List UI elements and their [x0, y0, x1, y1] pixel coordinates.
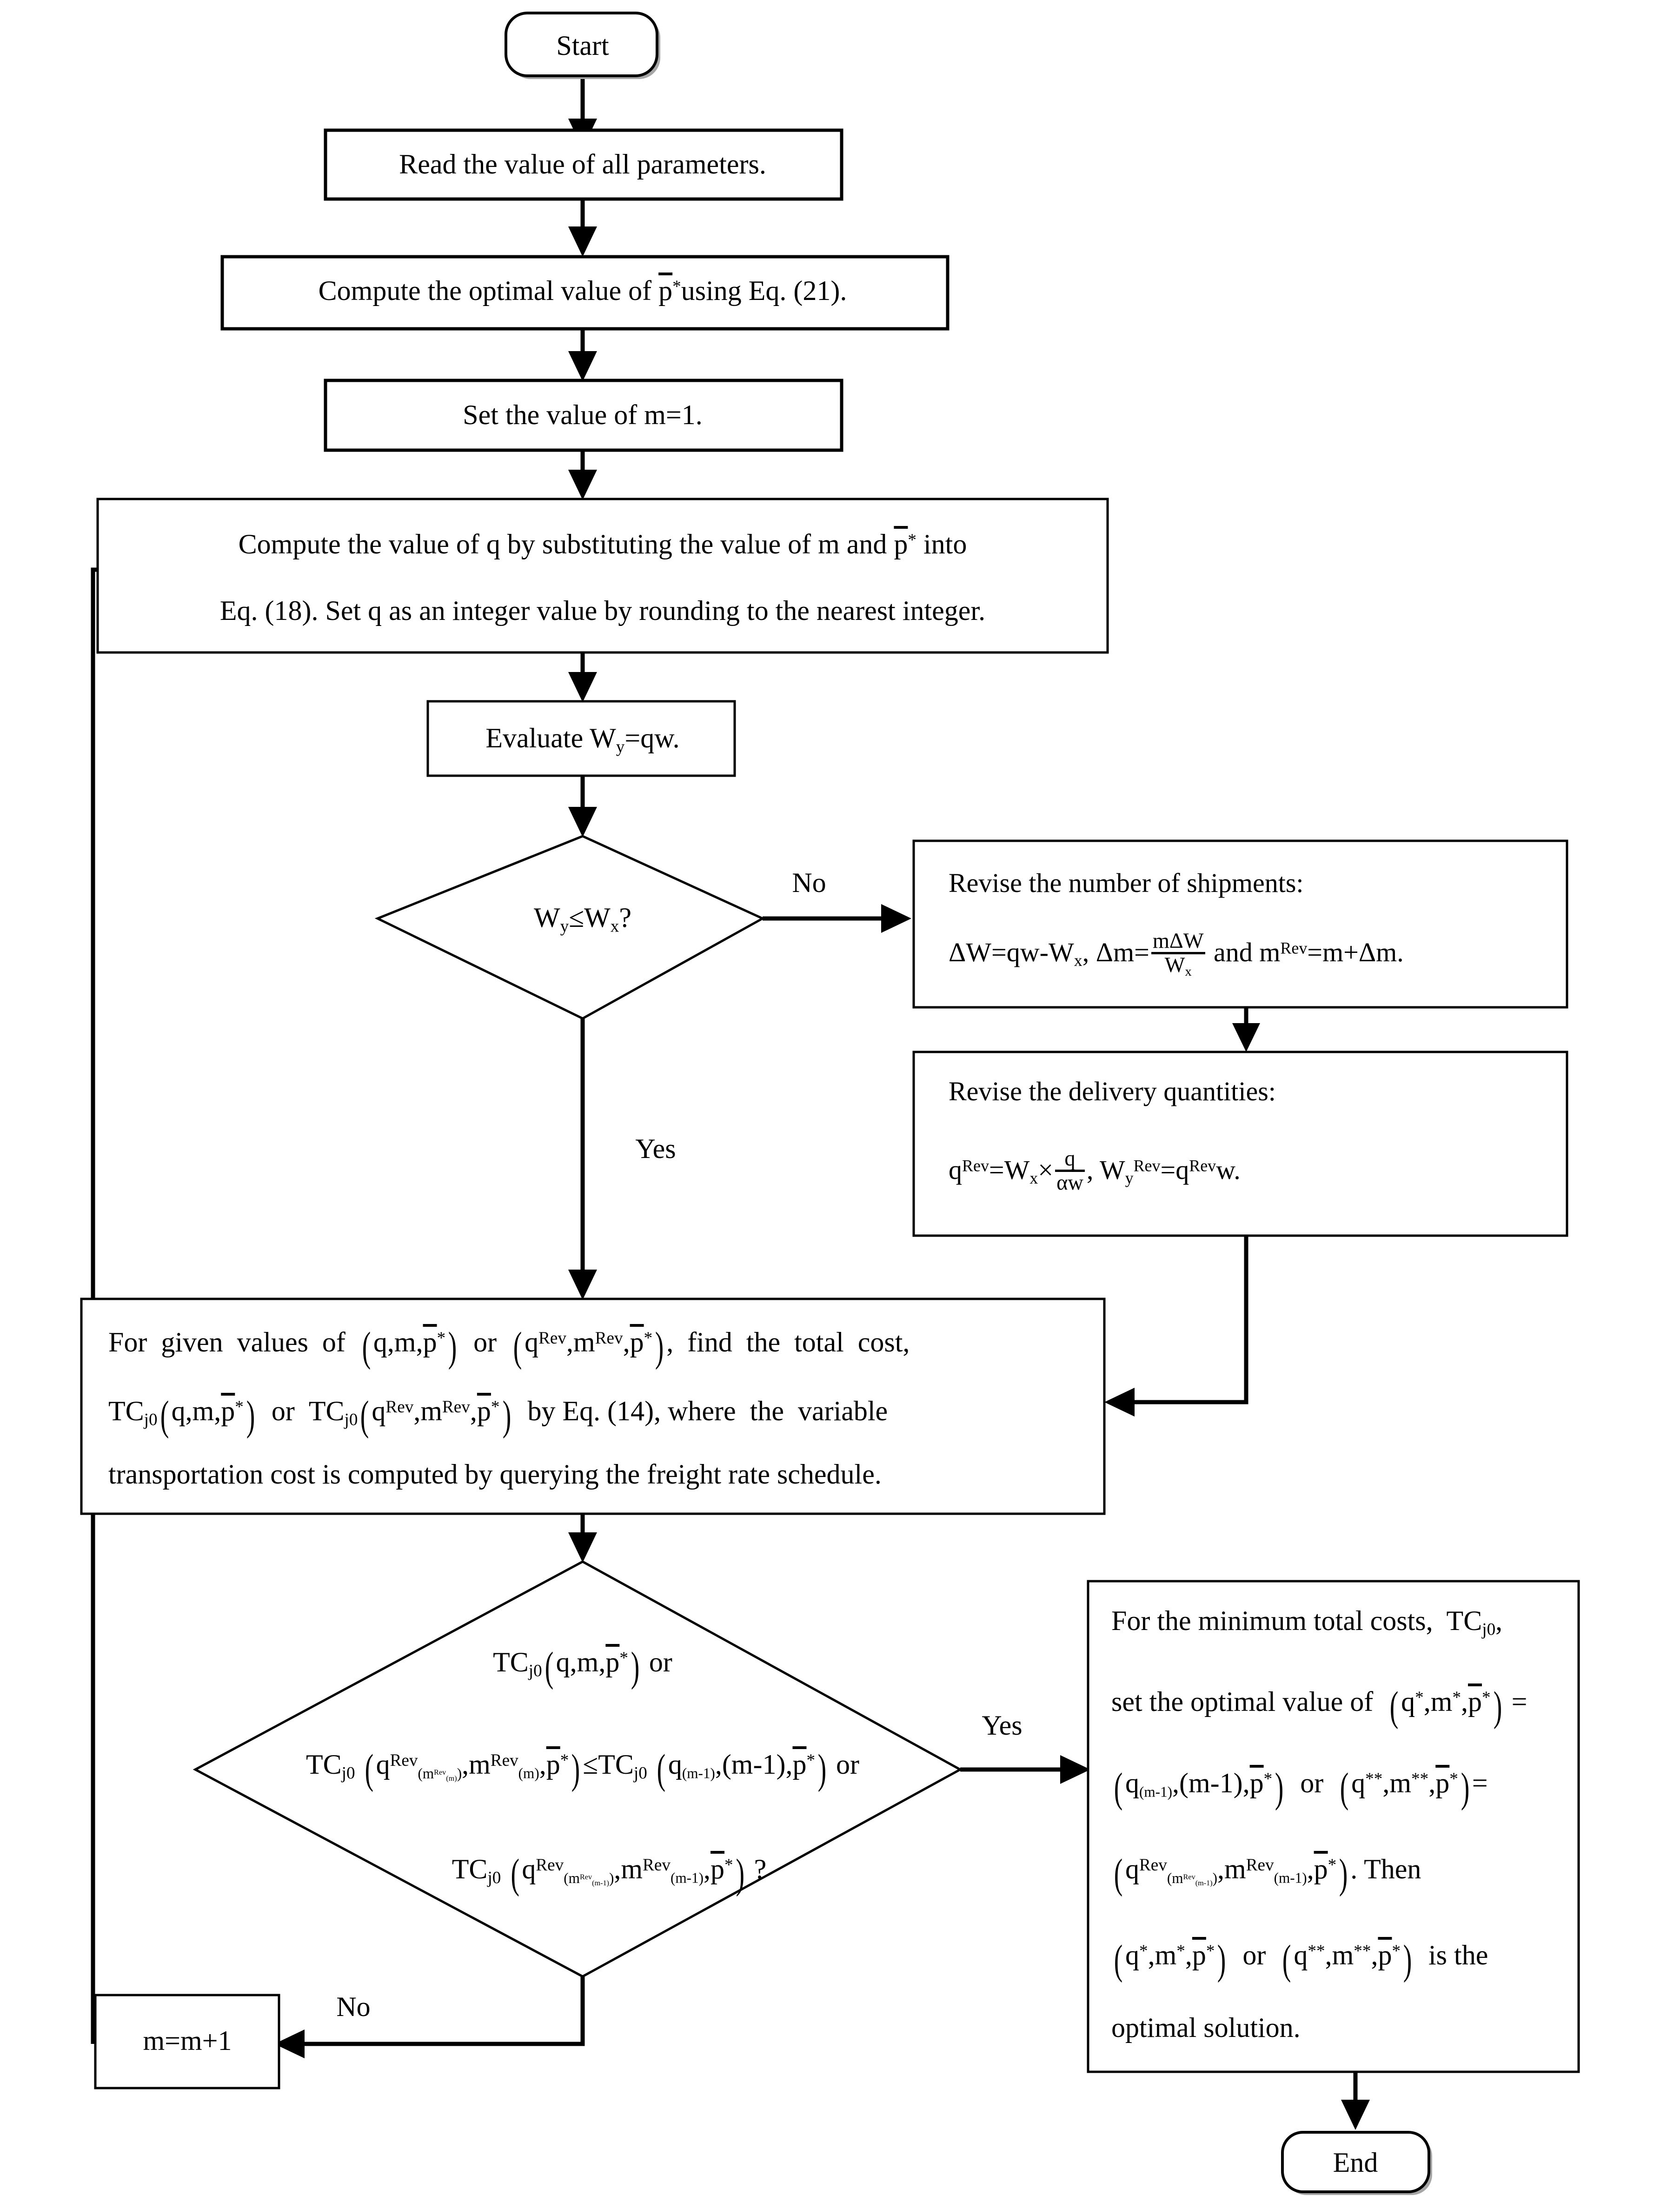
end-label: End — [1333, 2147, 1378, 2178]
arrowhead-setm-computeq — [568, 470, 597, 500]
compute-p-symbol: $\overline{p}$ — [658, 275, 673, 306]
revise-shipments-shape — [914, 841, 1567, 1007]
revise-shipments-eq-c: and m — [1207, 937, 1281, 968]
revise-quantities-eq-a: q — [949, 1155, 962, 1185]
compute-q-line1-a: Compute the value of q by substituting the value of m and — [238, 529, 894, 559]
compute-p-star: * — [672, 277, 681, 296]
decision-tc-line1: $TC_{j0}(q,m,\overline{p}^*)$ or — [493, 1644, 672, 1690]
arrowhead-decisiontc-optimal — [1060, 1755, 1090, 1784]
revise-shipments-eq-b: , Δm= — [1082, 937, 1149, 968]
compute-q-star: * — [908, 530, 917, 550]
edge-revise2-to-totalcost — [1128, 1235, 1246, 1402]
revise-quantities-eq-a-sup: Rev — [962, 1156, 989, 1175]
revise-shipments-frac-den-base: W — [1164, 953, 1185, 978]
decision-w-right: W — [584, 902, 611, 933]
arrowhead-read-computep — [568, 226, 597, 257]
arrowhead-computep-setm — [568, 351, 597, 381]
arrowhead-evalwy-decisionw — [568, 807, 597, 837]
decision-w-op: ≤ — [569, 902, 584, 933]
optimal-line1: For the minimum total costs, $TC_{j0}$, — [1111, 1605, 1503, 1639]
revise-quantities-eq-e: =q — [1160, 1155, 1189, 1185]
set-m-label: Set the value of m=1. — [463, 399, 703, 430]
revise-shipments-frac-den — [1151, 952, 1205, 978]
decision-w-question: ? — [619, 902, 632, 933]
revise-shipments-eq-a: ΔW=qw-W — [949, 937, 1074, 968]
total-cost-line1: For given values of $(q,m,\overline{p}^*)$ or $(q^{Rev},m^{Rev},\overline{p}^*)$, find the total cost, — [108, 1324, 910, 1370]
revise-quantities-equation — [949, 1148, 1241, 1194]
revise-quantities-eq-d-sub: y — [1125, 1169, 1134, 1188]
optimal-line2: set the optimal value of $(q^*,m^*,\overline{p}^*)$ = — [1111, 1683, 1527, 1730]
start-label: Start — [556, 30, 609, 61]
edge-label-no-w: No — [792, 867, 826, 898]
revise-quantities-fraction — [1053, 1148, 1087, 1194]
decision-tc-line3: $TC_{j0}$ $(q^{Rev}_{(m^{Rev}_{(m-1)})},m^{Rev}_{(m-1)},\overline{p}^*)$ ? — [452, 1851, 767, 1897]
compute-q-pbar: $\overline{p}$ — [894, 529, 908, 559]
compute-p-post: using Eq. (21). — [681, 275, 847, 306]
decision-w-label — [534, 904, 631, 935]
decision-tc-line2: $TC_{j0}$ $(q^{Rev}_{(m^{Rev}_{(m)})},m^{Rev}_{(m)},\overline{p}^*)\le TC_{j0}$ $(q_{(m-1)},(m-1),\overline{p}^*)$ or — [305, 1746, 860, 1792]
edge-label-yes-w: Yes — [635, 1133, 676, 1164]
arrowhead-revise1-revise2 — [1232, 1023, 1260, 1052]
arrowhead-totalcost-decisiontc — [568, 1532, 597, 1563]
compute-p-pre: Compute the optimal value of — [318, 275, 659, 306]
revise-quantities-eq-d: , W — [1086, 1155, 1125, 1185]
optimal-line6: optimal solution. — [1111, 2012, 1301, 2043]
revise-shipments-line1: Revise the number of shipments: — [949, 868, 1304, 898]
revise-quantities-eq-f: w. — [1216, 1155, 1241, 1185]
total-cost-line3: transportation cost is computed by querying the freight rate schedule. — [108, 1459, 882, 1490]
revise-quantities-eq-b-sub: x — [1029, 1169, 1038, 1188]
read-params-label: Read the value of all parameters. — [399, 149, 766, 180]
revise-shipments-eq-d: =m+Δm. — [1307, 937, 1404, 968]
revise-quantities-frac-den: αw — [1055, 1170, 1085, 1194]
optimal-shape — [1088, 1581, 1579, 2072]
arrowhead-decisionw-yes — [568, 1270, 597, 1300]
arrowhead-optimal-end — [1341, 2100, 1370, 2130]
optimal-line5: $(q^*,m^*,\overline{p}^*)$ or $(q^{**},m^{**},\overline{p}^*)$ is the — [1114, 1937, 1488, 1983]
compute-q-line1-b: into — [916, 529, 967, 559]
decision-w-rsub: x — [610, 917, 619, 936]
revise-shipments-eq-c-sup: Rev — [1280, 938, 1308, 958]
revise-quantities-eq-d-sup: Rev — [1133, 1156, 1161, 1175]
revise-quantities-eq-b: =W — [989, 1155, 1030, 1185]
compute-q-line1 — [239, 530, 967, 558]
evaluate-wy-sub: y — [616, 737, 625, 757]
total-cost-line2: $TC_{j0}(q,m,\overline{p}^*)$ or $TC_{j0}(q^{Rev},m^{Rev},\overline{p}^*)$ by Eq. (14), where the variable — [108, 1393, 888, 1439]
edge-label-yes-tc: Yes — [982, 1710, 1023, 1741]
revise-shipments-frac-den-sub: x — [1185, 964, 1192, 979]
evaluate-wy-pre: Evaluate W — [485, 723, 616, 753]
revise-shipments-equation — [949, 930, 1404, 979]
arrowhead-revise2-totalcost — [1104, 1388, 1135, 1417]
decision-w-left: W — [533, 902, 560, 933]
arrowhead-decisionw-revise — [881, 904, 911, 933]
increment-m-label: m=m+1 — [143, 2025, 232, 2056]
decision-w-lsub: y — [560, 917, 569, 936]
revise-quantities-eq-c: × — [1038, 1155, 1054, 1185]
revise-shipments-eq-a-sub: x — [1074, 951, 1082, 970]
compute-p-label — [319, 277, 847, 305]
evaluate-wy-post: =qw. — [624, 723, 680, 753]
arrowhead-computeq-evalwy — [568, 672, 597, 702]
revise-quantities-frac-num: q — [1064, 1147, 1076, 1171]
revise-shipments-fraction — [1149, 930, 1207, 979]
evaluate-wy-label — [485, 724, 679, 756]
edge-label-no-tc: No — [336, 1991, 371, 2022]
optimal-line3: $(q_{(m-1)},(m-1),\overline{p}^*)$ or $(q^{**},m^{**},\overline{p}^*)=$ — [1114, 1765, 1488, 1811]
revise-quantities-line1: Revise the delivery quantities: — [949, 1076, 1276, 1106]
compute-q-line2: Eq. (18). Set q as an integer value by rounding to the nearest integer. — [219, 595, 986, 626]
optimal-line4: $(q^{Rev}_{(m^{Rev}_{(m-1)})},m^{Rev}_{(m-1)},\overline{p}^*)$. Then — [1114, 1851, 1421, 1897]
revise-shipments-frac-num: mΔW — [1152, 929, 1204, 953]
revise-quantities-eq-e-sup: Rev — [1189, 1156, 1216, 1175]
compute-q-shape — [98, 499, 1108, 652]
